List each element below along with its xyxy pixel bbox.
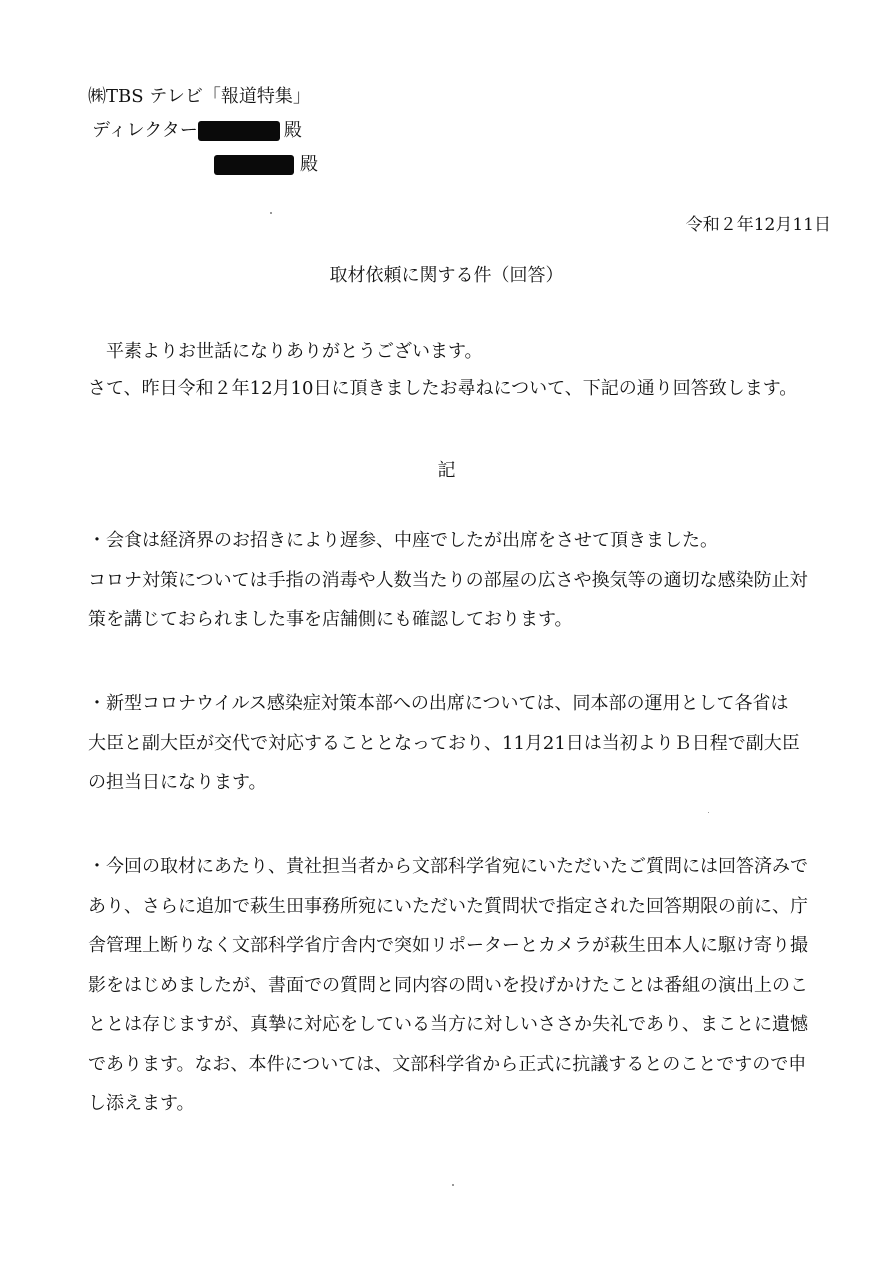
- addressee-second-line: [214, 154, 318, 176]
- honorific-2: 殿: [300, 154, 318, 175]
- ki-heading: 記: [437, 460, 456, 481]
- redacted-name-2: [214, 155, 294, 175]
- section-3-line-5: ととは存じますが、真摯に対応をしている当方に対しいささか失礼であり、まことに遺憾: [88, 1014, 808, 1035]
- letter-title: 取材依頼に関する件（回答）: [329, 265, 564, 286]
- greeting-line-2: さて、昨日令和２年12月10日に頂きましたお尋ねについて、下記の通り回答致します。: [88, 378, 798, 399]
- section-3-line-3: 舎管理上断りなく文部科学省庁舎内で突如リポーターとカメラが萩生田本人に駆け寄り撮: [88, 935, 808, 956]
- scan-speck-bottom: [452, 1184, 454, 1186]
- section-2-line-2: 大臣と副大臣が交代で対応することとなっており、11月21日は当初よりＢ日程で副大臣: [88, 733, 800, 754]
- section-2-line-1: ・新型コロナウイルス感染症対策本部への出席については、同本部の運用として各省は: [88, 693, 789, 714]
- section-3-line-4: 影をはじめましたが、書面での質問と同内容の問いを投げかけたことは番組の演出上のこ: [88, 975, 808, 996]
- scan-speck-mid: [708, 812, 709, 813]
- honorific-1: 殿: [283, 120, 302, 141]
- section-3-line-6: であります。なお、本件については、文部科学省から正式に抗議するとのことですので申: [88, 1054, 807, 1075]
- redacted-name-1: [198, 121, 280, 141]
- section-3-line-7: し添えます。: [88, 1093, 195, 1114]
- scan-speck: [270, 212, 272, 214]
- section-1-line-2: コロナ対策については手指の消毒や人数当たりの部屋の広さや換気等の適切な感染防止対: [88, 570, 808, 591]
- greeting-line-1: 平素よりお世話になりありがとうございます。: [106, 341, 483, 362]
- section-1-line-3: 策を講じておられました事を店舗側にも確認しております。: [88, 609, 573, 630]
- addressee-director-line: [92, 120, 302, 142]
- letter-date: 令和２年12月11日: [685, 215, 831, 235]
- addressee-company: ㈱TBS テレビ「報道特集」: [88, 86, 311, 107]
- section-3-line-1: ・今回の取材にあたり、貴社担当者から文部科学省宛にいただいたご質問には回答済みで: [88, 856, 808, 877]
- director-title: ディレクター: [92, 120, 198, 141]
- section-1-line-1: ・会食は経済界のお招きにより遅参、中座でしたが出席をさせて頂きました。: [88, 530, 718, 551]
- section-2-line-3: の担当日になります。: [88, 772, 267, 793]
- section-3-line-2: あり、さらに追加で萩生田事務所宛にいただいた質問状で指定された回答期限の前に、庁: [88, 896, 808, 917]
